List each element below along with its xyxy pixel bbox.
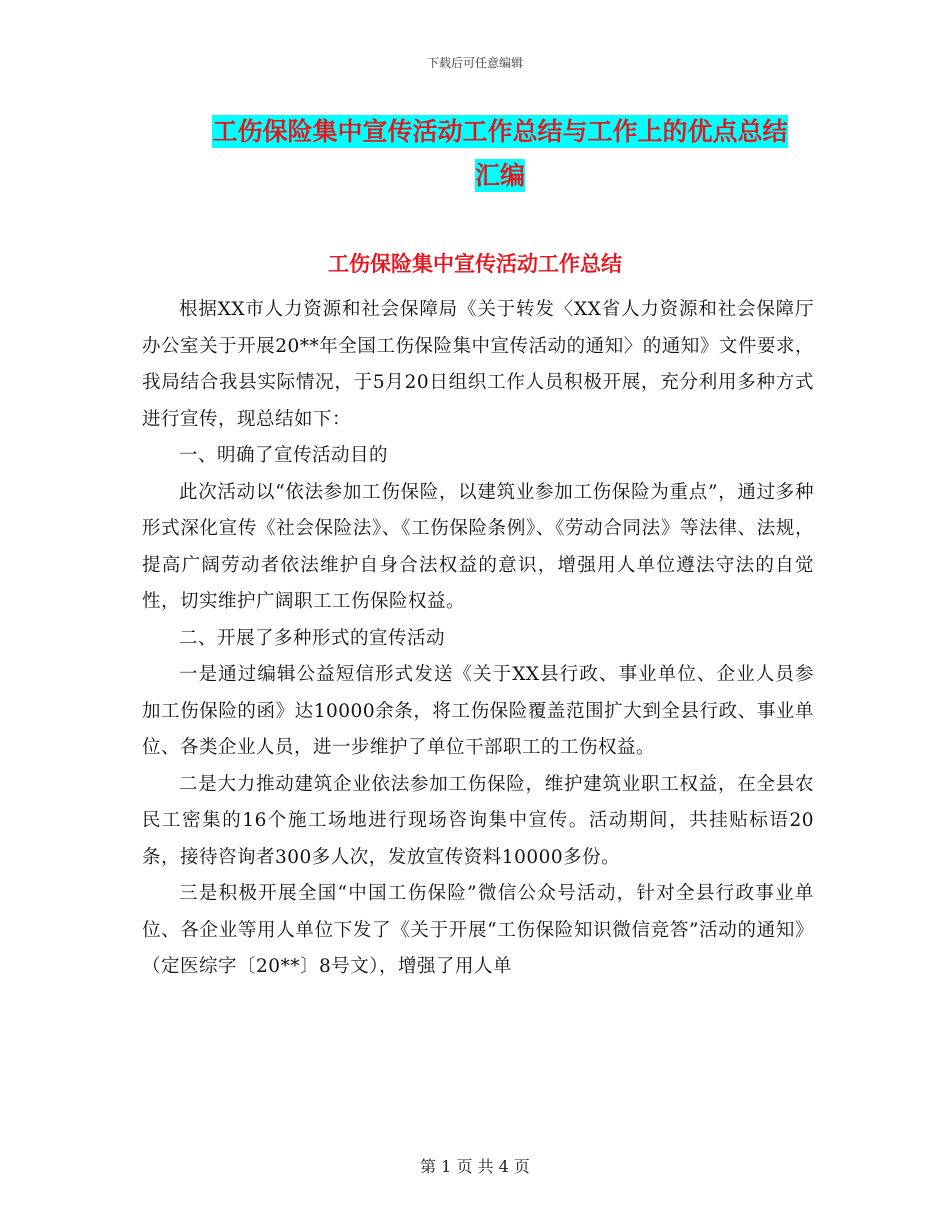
page-footer: 第 1 页 共 4 页 bbox=[420, 1157, 530, 1176]
paragraph-activity-1: 一是通过编辑公益短信形式发送《关于XX县行政、事业单位、企业人员参加工伤保险的函》达10000余条，将工伤保险覆盖范围扩大到全县行政、事业单位、各类企业人员，进一步维护了单位干部职工的工伤权益。 bbox=[142, 664, 814, 758]
paragraph-activity-3: 三是积极开展全国“中国工伤保险”微信公众号活动，针对全县行政事业单位、各企业等用人单位下发了《关于开展“工伤保险知识微信竞答”活动的通知》（定医综字〔20**〕8号文），增强了用人单 bbox=[142, 883, 814, 977]
paragraph-activity-2: 二是大力推动建筑企业依法参加工伤保险，维护建筑业职工权益，在全县农民工密集的16个施工场地进行现场咨询集中宣传。活动期间，共挂贴标语20条，接待咨询者300多人次，发放宣传资料10000多份。 bbox=[142, 773, 814, 868]
document-title-line-2: 汇编 bbox=[474, 161, 525, 190]
paragraph-purpose: 此次活动以“依法参加工伤保险，以建筑业参加工伤保险为重点”，通过多种形式深化宣传《社会保险法》、《工伤保险条例》、《劳动合同法》等法律、法规，提高广阔劳动者依法维护自身合法权益的意识，增强用人单位遵法守法的自觉性，切实维护广阔职工工伤保险权益。 bbox=[142, 481, 814, 612]
heading-purpose: 一、明确了宣传活动目的 bbox=[179, 445, 389, 466]
section-title: 工伤保险集中宣传活动工作总结 bbox=[328, 252, 622, 276]
paragraph-intro: 根据XX市人力资源和社会保障局《关于转发〈XX省人力资源和社会保障厅办公室关于开展20**年全国工伤保险集中宣传活动的通知〉的通知》文件要求，我局结合我县实际情况，于5月20日组织工作人员积极开展，充分利用多种方式进行宣传，现总结如下： bbox=[142, 299, 814, 430]
heading-activities: 二、开展了多种形式的宣传活动 bbox=[179, 627, 446, 649]
document-title-line-1: 工伤保险集中宣传活动工作总结与工作上的优点总结 bbox=[212, 117, 788, 146]
body-text bbox=[142, 292, 814, 986]
document-title bbox=[140, 110, 860, 198]
header-note: 下载后可任意编辑 bbox=[426, 56, 523, 70]
